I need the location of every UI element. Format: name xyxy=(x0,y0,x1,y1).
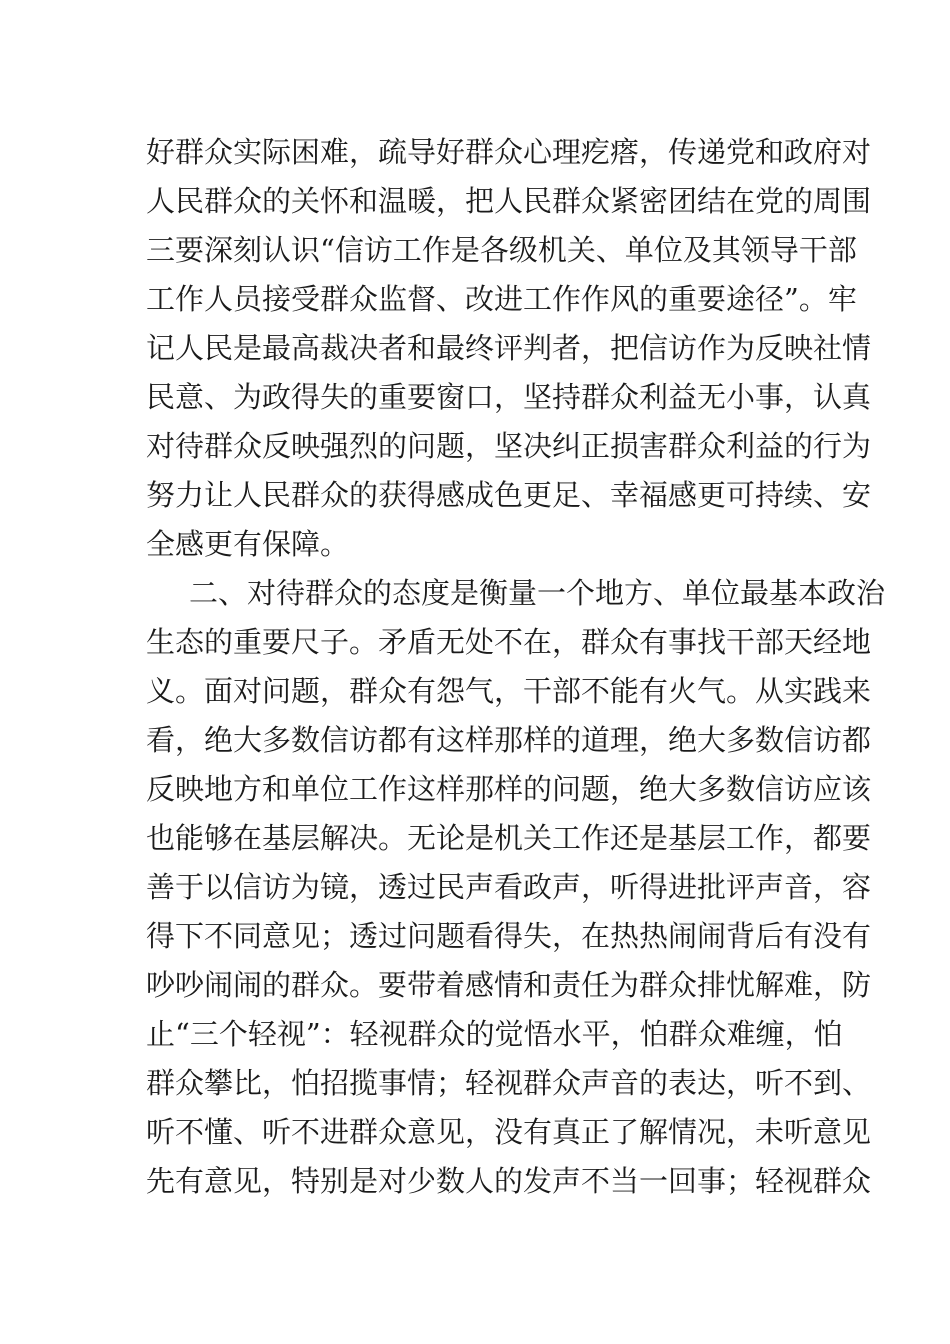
text-line: 善于以信访为镜，透过民声看政声，听得进批评声音，容 xyxy=(146,870,872,904)
text-line: 反映地方和单位工作这样那样的问题，绝大多数信访应该 xyxy=(146,772,872,806)
text-line: 先有意见，特别是对少数人的发声不当一回事；轻视群众 xyxy=(146,1164,872,1198)
text-line: 三要深刻认识“信访工作是各级机关、单位及其领导干部 xyxy=(146,233,857,267)
text-line: 看，绝大多数信访都有这样那样的道理，绝大多数信访都 xyxy=(146,723,872,757)
text-line: 努力让人民群众的获得感成色更足、幸福感更可持续、安 xyxy=(146,478,872,512)
text-line: 好群众实际困难，疏导好群众心理疙瘩，传递党和政府对 xyxy=(146,135,872,169)
text-line: 得下不同意见；透过问题看得失，在热热闹闹背后有没有 xyxy=(146,919,872,953)
document-body xyxy=(146,128,886,1206)
text-line: 吵吵闹闹的群众。要带着感情和责任为群众排忧解难，防 xyxy=(146,968,872,1002)
text-line: 工作人员接受群众监督、改进工作作风的重要途径”。牢 xyxy=(146,282,857,316)
text-line: 生态的重要尺子。矛盾无处不在，群众有事找干部天经地 xyxy=(146,625,872,659)
text-line: 全感更有保障。 xyxy=(146,527,350,561)
text-line: 记人民是最高裁决者和最终评判者，把信访作为反映社情 xyxy=(146,331,872,365)
paragraph-start-line: 二、对待群众的态度是衡量一个地方、单位最基本政治 xyxy=(189,576,886,610)
text-line: 群众攀比，怕招揽事情；轻视群众声音的表达，听不到、 xyxy=(146,1066,872,1100)
text-line: 人民群众的关怀和温暖，把人民群众紧密团结在党的周围 xyxy=(146,184,872,218)
text-line: 止“三个轻视”：轻视群众的觉悟水平，怕群众难缠，怕 xyxy=(146,1017,843,1051)
text-line: 对待群众反映强烈的问题，坚决纠正损害群众利益的行为 xyxy=(146,429,872,463)
text-line: 民意、为政得失的重要窗口，坚持群众利益无小事，认真 xyxy=(146,380,872,414)
text-line: 义。面对问题，群众有怨气，干部不能有火气。从实践来 xyxy=(146,674,872,708)
text-line: 也能够在基层解决。无论是机关工作还是基层工作，都要 xyxy=(146,821,872,855)
text-line: 听不懂、听不进群众意见，没有真正了解情况，未听意见 xyxy=(146,1115,872,1149)
